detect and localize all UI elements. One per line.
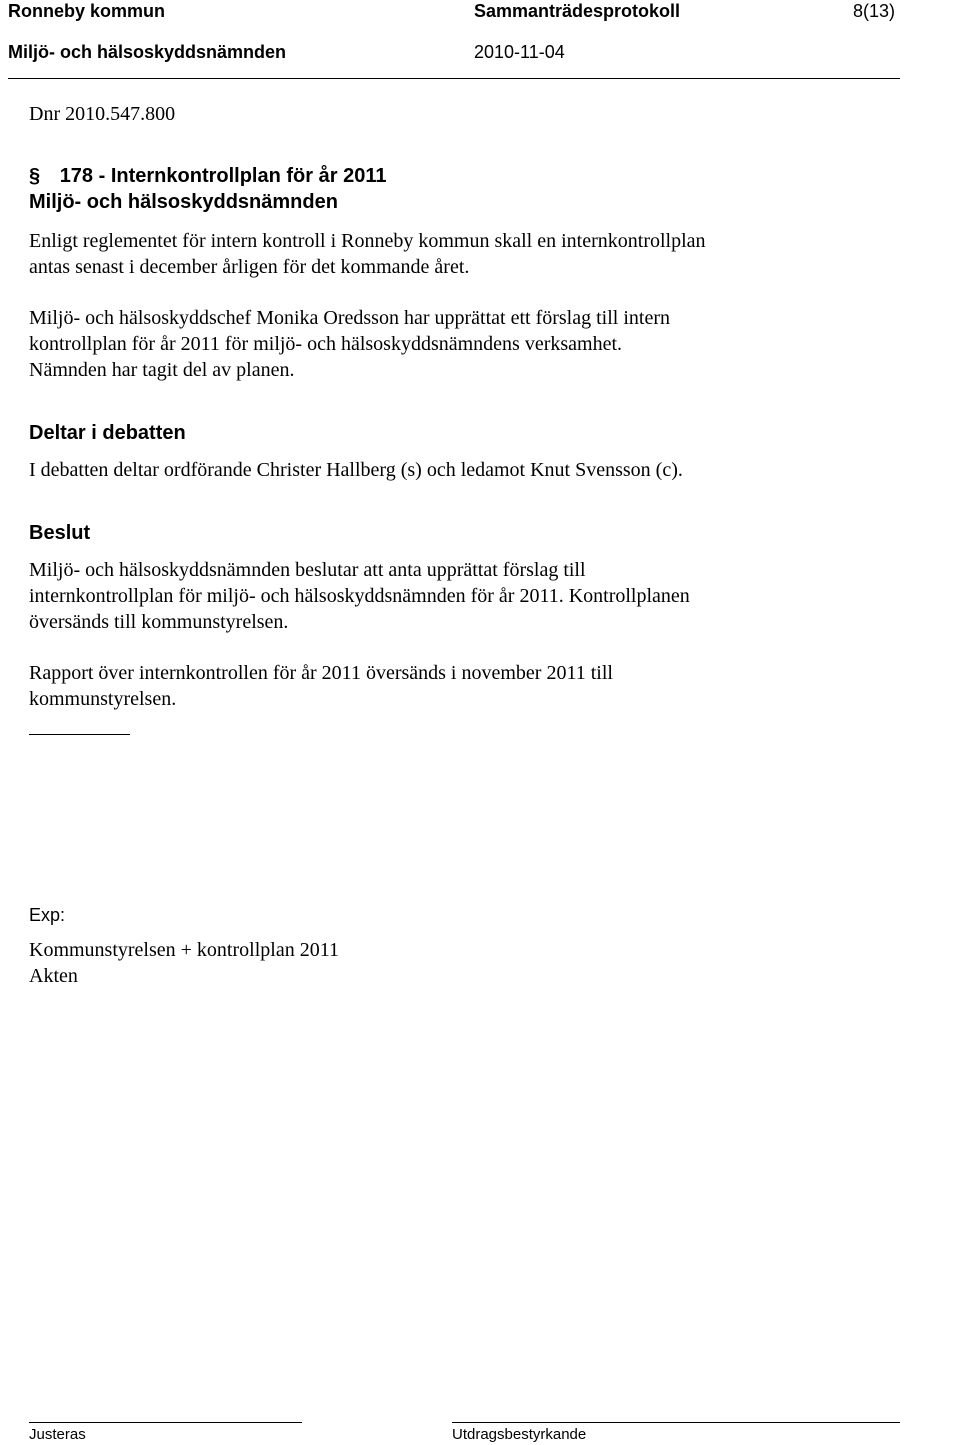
- section-symbol: §: [29, 165, 41, 187]
- text-line: Nämnden har tagit del av planen.: [29, 359, 295, 381]
- text-line: internkontrollplan för miljö- och hälsoskyddsnämnden för år 2011. Kontrollplanen: [29, 585, 690, 607]
- footer-justeras: Justeras: [29, 1426, 86, 1443]
- section-title: 178 - Internkontrollplan för år 2011: [59, 165, 387, 187]
- text-line: kontrollplan för år 2011 för miljö- och hälsoskyddsnämndens verksamhet.: [29, 333, 623, 355]
- expedition-label: Exp:: [29, 905, 66, 925]
- meeting-date: 2010-11-04: [474, 42, 565, 62]
- justeras-signature-line: [29, 1422, 302, 1423]
- decision-paragraph: [29, 557, 690, 635]
- decision-heading: Beslut: [29, 522, 91, 544]
- text-line: antas senast i december årligen för det kommande året.: [29, 256, 470, 278]
- footer-utdragsbestyrkande: Utdragsbestyrkande: [452, 1426, 587, 1443]
- text-line: översänds till kommunstyrelsen.: [29, 611, 289, 633]
- section-heading: [29, 163, 386, 189]
- section-subtitle: Miljö- och hälsoskyddsnämnden: [29, 191, 338, 213]
- expedition-list: [29, 937, 339, 989]
- committee-name: Miljö- och hälsoskyddsnämnden: [8, 42, 287, 62]
- expedition-recipient: Akten: [29, 965, 78, 987]
- document-type: Sammanträdesprotokoll: [474, 1, 681, 21]
- case-number: Dnr 2010.547.800: [29, 103, 176, 125]
- municipality-name: Ronneby kommun: [8, 1, 166, 21]
- text-line: Miljö- och hälsoskyddsnämnden beslutar att anta upprättat förslag till: [29, 559, 586, 581]
- text-line: Enligt reglementet för intern kontroll i Ronneby kommun skall en internkontrollplan: [29, 230, 706, 252]
- text-line: Rapport över internkontrollen för år 2011 översänds i november 2011 till: [29, 662, 613, 684]
- utdrag-signature-line: [452, 1422, 900, 1423]
- header-rule: [8, 78, 900, 79]
- text-line: Miljö- och hälsoskyddschef Monika Oredsson har upprättat ett förslag till intern: [29, 307, 670, 329]
- paragraph-regulation: [29, 228, 706, 280]
- paragraph-proposal: [29, 305, 670, 383]
- expedition-recipient: Kommunstyrelsen + kontrollplan 2011: [29, 939, 339, 961]
- debate-text: I debatten deltar ordförande Christer Hallberg (s) och ledamot Knut Svensson (c).: [29, 459, 683, 481]
- text-line: kommunstyrelsen.: [29, 688, 177, 710]
- end-of-section-rule: [29, 734, 130, 735]
- debate-heading: Deltar i debatten: [29, 422, 186, 444]
- page-number: 8(13): [853, 1, 896, 21]
- report-paragraph: [29, 660, 613, 712]
